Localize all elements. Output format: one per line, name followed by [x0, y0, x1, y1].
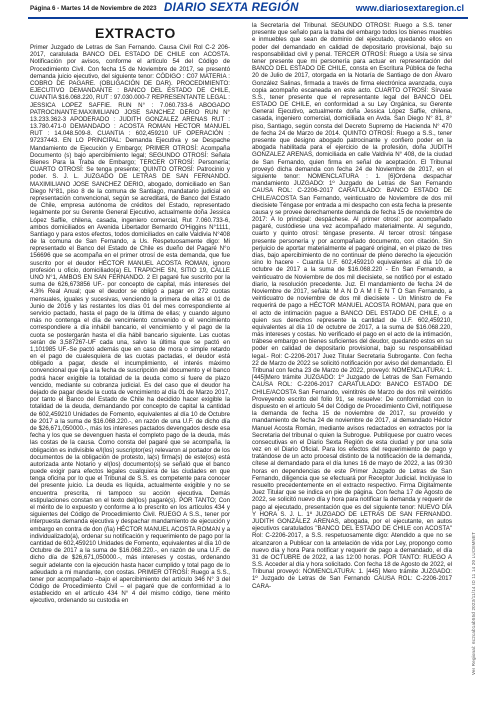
side-verification-note: Ver Regional: 6c2cab1ab55d 2023/11/14 ID 11 14 20 LUCEMNET [471, 531, 476, 675]
article-column-left: Primer Juzgado de Letras de San Fernando. Causa Civil Rol C-2 206-2017, caratulada BANCO DEL ESTADO DE CHILE con ACOSTA. Notificación por avisos, conforme el artículo 54 del Código de Procedimiento Civil. Con fecha 15 de Noviembre de 2017, se presentó demanda juicio ejecutivo, del siguiente tenor: CÓDIGO : C07 MATERIA : COBRO DE PAGARE. (OBLIGACIÓN DE DAR). PROCEDIMIENTO: EJECUTIVO DEMANDANTE : BANCO DEL ESTADO DE CHILE, CUANTIA $16.068.220, RUT : 97.030.000-7 REPRESENTANTE LEGAL : JESSICA LOPEZ SAFFIE. RUN N° : 7.060.733-6 ABOGADO PATROCINANTE:MAXIMILIANO JOSE SANCHEZ DERIO RUN N° 13.233.362-3 APODERADO : JUDITH GONZALEZ ARENAS RUT : 13.780.471-0 DEMANDADO : ACOSTA ROMAN HECTOR MANUEL RUT : 14.048.509-8. CUANTIA : 602,459210 UF OPERACIÓN : 97237443. EN LO PRINCIPAL: Demanda Ejecutiva y se Despache Mandamiento de Ejecución y Embargo; PRIMER OTROSÍ: Acompaña Documento (s) bajo apercibimiento legal; SEGUNDO OTROSÍ: Señala Bienes Para la Traba de Embargo; TERCER OTROSÍ: Personería; CUARTO OTROSÍ: Se tenga presente; QUINTO OTROSÍ: Patrocinio y poder. S. J. L. JUZGADO DE LETRAS DE SAN FERNANDO. MAXIMILIANO JOSE SANCHEZ DERIO, abogado, domiciliado en San Diego N°81, piso 8 de la comuna de Santiago, mandatario judicial en representación convencional, según se acreditará, de Banco del Estado de Chile, empresa autónoma de créditos del Estado, representado legalmente por su Gerente General Ejecutivo, actualmente doña Jessica López Saffie, chilena, casada, ingeniero comercial, Rut 7.060.733-6, ambos domiciliados en Avenida Libertador Bernardo O'Higgins N°1111, Santiago y para estos efectos, todos domiciliados en calle Valdivia N°408 de la comuna de San Fernando, a Us. Respetuosamente digo: Mi representado el Banco del Estado de Chile es dueño del Pagaré N°o 156696 que se acompaña en el primer otrosí de esta demanda, que fue suscrito por el deudor HÉCTOR MANUEL ACOSTA ROMAN, ignoro profesión u oficio, domiciliado(a) EL TRAPICHE SN, SITIO 19, CALLE UNO N°1, AMBOS EN SAN FERNANDO. 2 El pagaré fue suscrito por la suma de 626,673856 UF.- por concepto de capital, más intereses del 4,3% Real Anual; que el deudor se obligó a pagar en 272 cuotas mensuales, iguales y sucesivas, venciendo la primera de ellas el 01 de Junio de 2016 y las restantes los días 01 del mes correspondiente al servicio pactado, hasta el pago de la última de ellas; y cuando alguno más no contenga el día de vencimiento convenido o el vencimiento correspondiere a día inhábil bancario, el vencimiento y el pago de la cuota se postergarán hasta el día hábil bancario siguiente. Las cuotas serán de 3,587267-UF cada una, salvo la última que se pactó en 1,101985 UF.-Se pactó además que en caso de mora o simple retardo en el pago de cualesquiera de las cuotas pactadas, el deudor está obligado a pagar, desde el incumplimiento, el interés máximo convencional que rija a la fecha de suscripción del documento y el banco podrá hacer exigible la totalidad de la deuda como si fuere de plazo vencido, mediante su cobranza judicial. Es del caso que el deudor ha dejado de pagar desde la cuota de vencimiento al día 01 de Marzo 2017, por tanto el Banco del Estado de Chile ha decidido hacer exigible la totalidad de la deuda, demandando por concepto de capital la cantidad de 602,459210 Unidades de Fomento, equivalentes al día 10 de Octubre de 2017 a la suma de $16.068.220.-, en razón de una U.F. de dicho día de $26,671,050000.-, más los intereses pactados devengados desde esa fecha y los que se devenguen hasta el completo pago de la deuda, más las costas de la causa. Como consta del pagaré que se acompaña, la obligación es indivisible e/l(los) suscriptor(es) relevaron al portador de los documentos de la obligación de protesto, la(s) firma(s) de este(os) está autorizada ante Notario y el(los) documento(s) se señaló que el banco puede exigir para efectos legales cualquiera de las ciudades en que tenga oficina por lo que el Tribunal de S.S. es competente para conocer del presente juicio. La deuda es líquida, actualmente exigible y no se encuentra prescrita, ni tampoco su acción ejecutiva. Demás estipulaciones constan en el texto del(los) pagaré(s). POR TANTO; Con el mérito de lo expuesto y conforme a lo prescrito en los artículos 434 y siguientes del Código de Procedimiento Civil. RUEGO A S.S., tener por interpuesta demanda ejecutiva y despachar mandamiento de ejecución y embargo en contra de don (ña) HÉCTOR MANUEL ACOSTA ROMAN y a individualizado(a), ordenar su notificación y requerimiento de pago por la cantidad de 602,459210 Unidades de Fomento, equivalentes al día 10 de Octubre de 2017 a la suma de $16.068.220.-, en razón de una U.F. de dicho día de $26,671,050000.-, más intereses y costas, ordenando seguir adelante con la ejecución hasta hacer cumplido y total pago de lo adeudado a mi mandante, con costas. PRIMER OTROSÍ: Ruego a S.S., tener por acompañado –bajo el apercibimiento del artículo 346 N° 3 del Código de Procedimiento Civil – el pagaré que de conformidad a lo establecido en el artículo 434 N° 4 del mismo código, tiene mérito ejecutivo, ordenando su custodia en [30, 44, 230, 605]
header-rule [28, 17, 468, 19]
article-title: EXTRACTO [95, 25, 176, 41]
newspaper-title: DIARIO SEXTA REGIÓN [164, 2, 299, 14]
article-column-right: la Secretaría del Tribunal. SEGUNDO OTROSÍ: Ruego a S.S. tener presente que señalo para la traba del embargo todos los bienes muebles e inmuebles que sean de dominio del ejecutado, quedando ellos en poder del demandado en calidad de depositario provisional, bajo su responsabilidad civil y penal. TERCER OTROSÍ: Ruego a Usía se sirva tener presente que mi personería para actuar en representación del BANCO DEL ESTADO DE CHILE, consta en Escritura Pública de fecha 20 de Julio de 2017, otorgada en la Notaría de Santiago de don Álvaro González Salinas, firmada a través de firma electrónica avanzada, cuya copia acompaño escaneada en este acto. CUARTO OTROSÍ: Sírvase S.S., tener presente que el representante legal del BANCO DEL ESTADO DE CHILE, en conformidad a su Ley Orgánica, su Gerente General Ejecutivo, actualmente doña Jessica López Saffie, chilena, casada, ingeniero comercial, domiciliada en Avda. San Diego N° 81, 8° piso, Santiago, según consta del Decreto Supremo de Hacienda N° 470 de fecha 24 de Marzo de 2014. QUINTO OTROSÍ: Ruego a S.S., tener presente que designo abogado patrocinante y confiero poder en la abogada habilitada para el ejercicio de la profesión, doña JUDITH GONZALEZ ARENAS, domiciliada en calle Valdivia N° 408, de la ciudad de San Fernando, quien firma en señal de aceptación. El Tribunal proveyó dicha demanda con fecha 24 de Noviembre de 2017, en el siguiente tenor: NOMENCLATURA : 1. [6]Ordena despachar mandamiento JUZGADO: 1º Juzgado de Letras de San Fernando CAUSA ROL: C-2206-2017 CARATULADO: BANCO ESTADO DE CHILE/ACOSTA San Fernando, veinticuatro de Noviembre de dos mil diecisiete Téngase por entrada a mi despacho con esta fecha la presente causa y se provee derechamente demanda de fecha 15 de noviembre de 2017: A lo principal: despáchese. Al primer otrosí: por acompañado pagaré, custódiese una vez acompañado materialmente. Al segundo, cuarto y quinto otrosí: téngase presente. Al tercer otrosí: téngase presente personería y por acompañado documento, con citación. Sin perjuicio de aportar materialmente el pagaré original, en el plazo de tres días, bajo apercibimiento de no continuar de pleno derecho la ejecución sino lo hacere - Cuantía U.F. 602,459210 equivalentes al día 10 de octubre de 2017 a la suma de $16.068.220 - En San Fernando, a veinticuatro de Noviembre de dos mil diecisiete, se notificó por el estado diario, la resolución precedente. Juz. El mandamiento de fecha 24 de Noviembre de 2017, señala: M A N D A M I E N T O San Fernando, a veinticuatro de noviembre de dos mil diecisiete - Un Ministro de Fe requerirá de pago a HÉCTOR MANUEL ACOSTA ROMAN, para que en el acto de intimación pague a BANCO DEL ESTADO DE CHILE, o a quien sus derechos represente la cantidad de U.F. 602,459210, equivalentes al día 10 de octubre de 2017, a la suma de $16.068.220, más intereses y costas. No verificado el pago en el acto de la intimación, trábese embargo en bienes suficientes del deudor, quedando estos en su poder en calidad de depositario provisional, bajo su responsabilidad legal.- Rol: C-2206-2017 Juez Titular Secretaria Subrogante. Con fecha 22 de Marzo de 2022 se solicitó notificación por aviso del demandado. El Tribunal con fecha 23 de Marzo de 2022, proveyó: NOMENCLATURA: 1. [445]Mero trámite JUZGADO: 1º Juzgado de Letras de San Fernando CAUSA ROL: C-2206-2017 CARATULADO: BANCO ESTADO DE CHILE/ACOSTA San Fernando, veintitrés de Marzo de dos mil veintidós Proveyendo escrito del folio 91, se resuelve: De conformidad con lo dispuesto en el artículo 54 del Código de Procedimiento Civil, notifíquese la demanda de fecha 15 de noviembre de 2017, su proveído y mandamiento de fecha 24 de noviembre de 2017, al demandado Héctor Manuel Acosta Román, mediante avisos redactados en extractos por la Secretaria del tribunal o quien la Subrogue. Publíquese por cuatro veces consecutivas en el Diario Sexta Región de esta ciudad y por una sola vez en el Diario Oficial. Para los efectos del requerimiento de pago y tratándose de un acto procesal distinto de la notificación de la demanda, cítese al demandado para el día lunes 16 de mayo de 2022, a las 09:30 horas en dependencias de este Primer Juzgado de Letras de San Fernando, diligencia que se efectuará por Receptor Judicial. Inclúyase lo resuelto precedentemente en el extracto respectivo. Firma Digitalmente Juez Titular que se indica en pie de página. Con fecha 17 de Agosto de 2022, se solicitó nuevo día y hora para notificar la demanda y requerir de pago al ejecutado, presentación que es del siguiente tenor: NUEVO DÍA Y HORA S. J. L. 1º JUZGADO DE LETRAS DE SAN FERNANDO. JUDITH GONZÁLEZ ARENAS, abogada, por el ejecutante, en autos ejecutivos caratulados "BANCO DEL ESTADO DE CHILE con ACOSTA" Rol: C-2206-2017, a S.S. respetuosamente digo: Atendido a que no se alcanzaron a Publicar con la antelación de vida por Ley, propongo como nuevo día y hora Para notificar y requerir de pago a demandado, el día 31 de OCTUBRE de 2022, a las 12:00 horas. POR TANTO: RUEGO A S.S. Acceder al día y hora solicitado. Con fecha 18 de Agosto de 2022, el Tribunal proveyó: NOMENCLATURA: 1. [445] Mero trámite JUZGADO: 1º Juzgado de Letras de San Fernando CAUSA ROL: C-2206-2017 CARA- [252, 22, 452, 590]
website-link[interactable]: www.diariosextaregion.cl [355, 3, 464, 13]
page-header [0, 0, 480, 18]
page-number: Página 6 - Martes 14 de Noviembre de 2023 [30, 5, 157, 12]
